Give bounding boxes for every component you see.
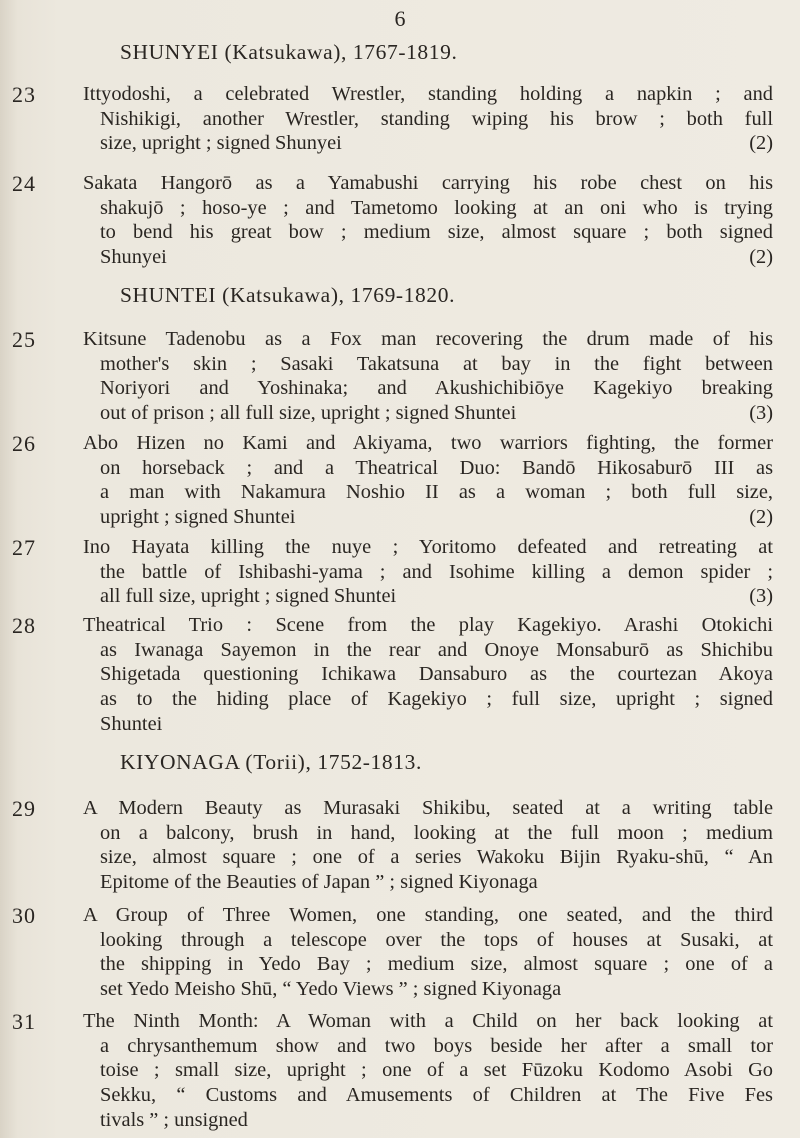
- entry-line: shakujō ; hoso-ye ; and Tametomo looking at an oni who is trying: [100, 196, 773, 219]
- entry-description: [83, 82, 773, 156]
- entry-number: 30: [12, 903, 36, 928]
- entry-number: 23: [12, 82, 36, 107]
- entry-description: [83, 535, 773, 609]
- entry-line: a chrysanthemum show and two boys beside her after a small tor: [100, 1034, 773, 1057]
- entry-line: tivals ” ; unsigned: [100, 1108, 248, 1131]
- entry-line: mother's skin ; Sasaki Takatsuna at bay in the fight between: [100, 352, 773, 375]
- entry-line: on horseback ; and a Theatrical Duo: Bandō Hikosaburō III as: [100, 456, 773, 479]
- item-count: (3): [749, 402, 773, 425]
- entry-line: Abo Hizen no Kami and Akiyama, two warriors fighting, the former: [83, 432, 773, 454]
- entry-description: [83, 171, 773, 270]
- entry-line: a man with Nakamura Noshio II as a woman ; both full size,: [100, 481, 773, 504]
- entry-line: Sekku, “ Customs and Amusements of Children at The Five Fes: [100, 1084, 773, 1107]
- entry-line: [83, 505, 773, 530]
- entry-line: Noriyori and Yoshinaka; and Akushichibiōye Kagekiyo breaking: [100, 377, 773, 400]
- entry-line: Sakata Hangorō as a Yamabushi carrying his robe chest on his: [83, 172, 773, 194]
- page-number: 6: [394, 6, 406, 31]
- entry-line-text: all full size, upright ; signed Shuntei: [100, 585, 397, 608]
- entry-number: 26: [12, 431, 36, 456]
- entry-line-text: Shunyei: [100, 246, 167, 269]
- entry-line: [83, 401, 773, 426]
- section-heading-kiyonaga: KIYONAGA (Torii), 1752-1813.: [120, 750, 422, 774]
- entry-number: 27: [12, 535, 36, 560]
- item-count: (2): [749, 506, 773, 529]
- entry-line-text: out of prison ; all full size, upright ; signed Shuntei: [100, 402, 517, 425]
- entry-line: size, almost square ; one of a series Wakoku Bijin Ryaku-shū, “ An: [100, 846, 773, 869]
- entry-description: [83, 431, 773, 530]
- entry-line-text: upright ; signed Shuntei: [100, 506, 296, 529]
- entry-line: looking through a telescope over the tops of houses at Susaki, at: [100, 928, 773, 951]
- item-count: (2): [749, 132, 773, 155]
- entry-number: 28: [12, 613, 36, 638]
- entry-number: 31: [12, 1009, 36, 1034]
- entry-line: toise ; small size, upright ; one of a set Fūzoku Kodomo Asobi Go: [100, 1059, 773, 1082]
- entry-line: on a balcony, brush in hand, looking at the full moon ; medium: [100, 821, 773, 844]
- entry-line: Ino Hayata killing the nuye ; Yoritomo defeated and retreating at: [83, 536, 773, 558]
- section-heading-shunyei: SHUNYEI (Katsukawa), 1767-1819.: [120, 40, 458, 64]
- entry-line: as Iwanaga Sayemon in the rear and Onoye Monsaburō as Shichibu: [100, 638, 773, 661]
- entry-line: the battle of Ishibashi-yama ; and Isohime killing a demon spider ;: [100, 560, 773, 583]
- entry-line: A Modern Beauty as Murasaki Shikibu, seated at a writing table: [83, 797, 773, 819]
- entry-line: Shuntei: [100, 712, 163, 735]
- entry-line: the shipping in Yedo Bay ; medium size, almost square ; one of a: [100, 953, 773, 976]
- entry-description: [83, 903, 773, 1002]
- entry-line: [83, 584, 773, 609]
- entry-line: Theatrical Trio : Scene from the play Kagekiyo. Arashi Otokichi: [83, 614, 773, 636]
- section-heading-shuntei: SHUNTEI (Katsukawa), 1769-1820.: [120, 283, 456, 307]
- item-count: (2): [749, 246, 773, 269]
- entry-line: Nishikigi, another Wrestler, standing wiping his brow ; both full: [100, 107, 773, 130]
- entry-line-text: size, upright ; signed Shunyei: [100, 132, 342, 155]
- entry-number: 25: [12, 327, 36, 352]
- entry-line: [83, 131, 773, 156]
- entry-line: to bend his great bow ; medium size, almost square ; both signed: [100, 221, 773, 244]
- entry-description: [83, 327, 773, 426]
- entry-description: [83, 796, 773, 895]
- item-count: (3): [749, 585, 773, 608]
- entry-number: 29: [12, 796, 36, 821]
- entry-description: [83, 1009, 773, 1133]
- entry-description: [83, 613, 773, 737]
- entry-line: Ittyodoshi, a celebrated Wrestler, standing holding a napkin ; and: [83, 83, 773, 105]
- entry-line: Kitsune Tadenobu as a Fox man recovering the drum made of his: [83, 328, 773, 350]
- entry-line: A Group of Three Women, one standing, one seated, and the third: [83, 904, 773, 926]
- entry-number: 24: [12, 171, 36, 196]
- entry-line: Epitome of the Beauties of Japan ” ; signed Kiyonaga: [100, 871, 538, 894]
- entry-line: [83, 245, 773, 270]
- entry-line: as to the hiding place of Kagekiyo ; full size, upright ; signed: [100, 688, 773, 711]
- entry-line: The Ninth Month: A Woman with a Child on her back looking at: [83, 1010, 773, 1032]
- entry-line: Shigetada questioning Ichikawa Dansaburo as the courtezan Akoya: [100, 663, 773, 686]
- entry-line: set Yedo Meisho Shū, “ Yedo Views ” ; signed Kiyonaga: [100, 978, 562, 1001]
